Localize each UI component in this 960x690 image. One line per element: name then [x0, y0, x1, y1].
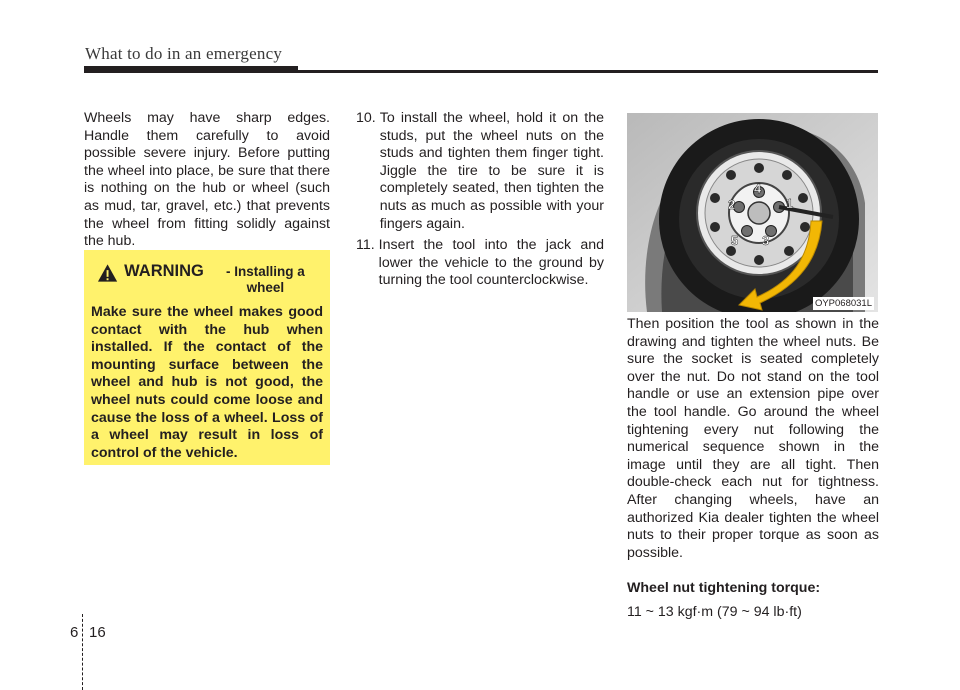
step-number: 10. — [356, 110, 376, 126]
step-text: To install the wheel, hold it on the studs, put the wheel nuts on the studs and tighten them finger tight. Jiggle the tire to be sure it is completely seated, then tighten the nuts as much as possible with your fingers again. — [379, 110, 604, 232]
warning-header — [97, 262, 323, 296]
list-item — [356, 110, 604, 233]
warning-box — [84, 250, 330, 465]
step-number: 11. — [356, 237, 375, 254]
page-number: 16 — [89, 624, 106, 641]
warning-triangle-icon — [97, 263, 118, 283]
footer-divider — [82, 614, 84, 690]
warning-subtitle: - Installing a wheel — [226, 264, 305, 295]
nut-number-5: 5 — [731, 233, 739, 248]
tightening-paragraph: Then position the tool as shown in the drawing and tighten the wheel nuts. Be sure the socket is seated completely over the nut. Do not stand on the tool handle or use an extension pipe over the tool handle. Go around the wheel tightening every nut following the numerical sequence shown in the image until they are all tight. Then double-check each nut for tightness. After changing wheels, have an authorized Kia dealer tighten the wheel nuts to their proper torque as soon as possible. — [627, 316, 879, 561]
section-number: 6 — [70, 624, 79, 641]
nut-number-3: 3 — [762, 233, 770, 248]
tightening-section — [627, 316, 879, 622]
steps-list — [356, 110, 604, 294]
torque-label: Wheel nut tightening torque: — [627, 580, 821, 597]
section-title: What to do in an emergency — [85, 44, 283, 63]
warning-title: WARNING — [124, 262, 204, 280]
nut-number-4: 4 — [754, 181, 762, 196]
torque-value: 11 ~ 13 kgf·m (79 ~ 94 lb·ft) — [627, 603, 802, 620]
wheel-illustration — [627, 113, 878, 312]
wheel-edges-paragraph: Wheels may have sharp edges. Handle them carefully to avoid possible severe injury. Before putting the wheel into place, be sure that there is nothing on the hub or wheel (such as mud, tar, gravel, etc.) that prevents the wheel from fitting solidly against the hub. — [84, 110, 330, 250]
nut-number-2: 2 — [728, 197, 736, 212]
header-rule — [84, 70, 878, 73]
wheel-drawing — [627, 113, 878, 312]
figure-code: OYP068031L — [814, 298, 872, 309]
list-item — [356, 237, 604, 290]
warning-body: Make sure the wheel makes good contact with the hub when installed. If the contact of the mounting surface between the wheel and hub is not good, the wheel nuts could come loose and cause the loss of a wheel. Loss of a wheel may result in loss of control of the vehicle. — [91, 304, 323, 461]
nut-number-1: 1 — [786, 196, 794, 211]
step-text: Insert the tool into the jack and lower the vehicle to the ground by turning the tool counterclockwise. — [378, 237, 604, 289]
